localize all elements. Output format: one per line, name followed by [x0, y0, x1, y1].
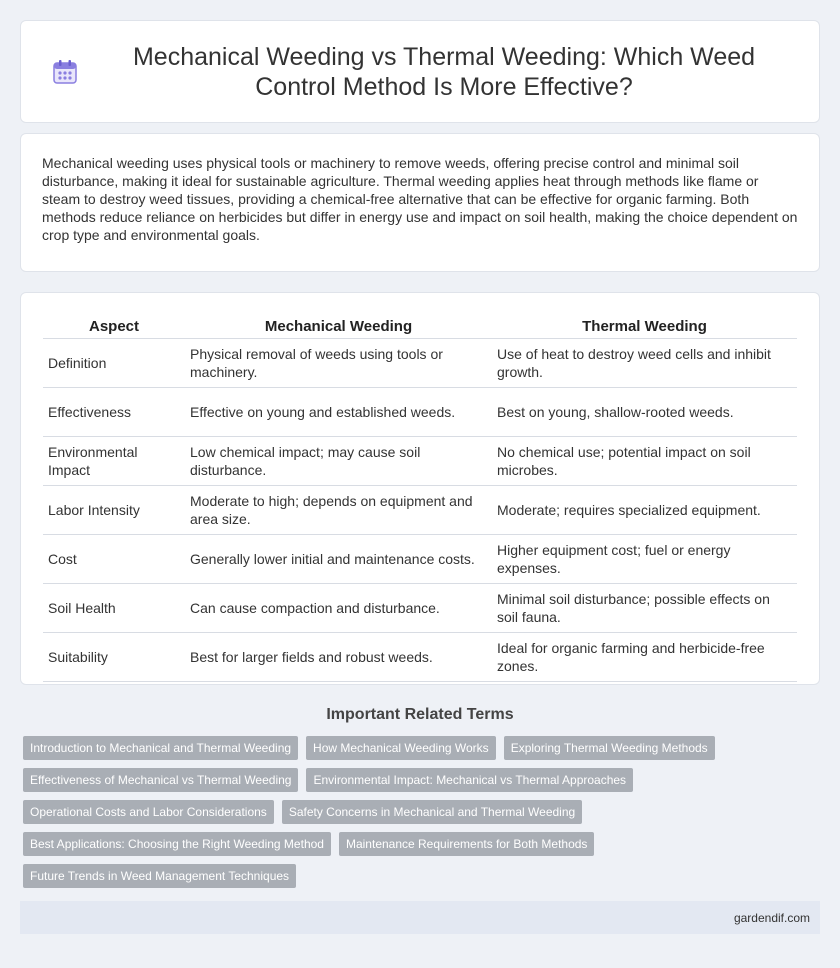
related-term-tag[interactable]: How Mechanical Weeding Works — [306, 736, 496, 760]
header-mechanical: Mechanical Weeding — [185, 315, 492, 339]
table-row — [43, 388, 797, 437]
comparison-table — [43, 315, 797, 682]
row-aspect: Effectiveness — [43, 388, 185, 437]
page-header — [20, 20, 820, 123]
related-term-tag[interactable]: Environmental Impact: Mechanical vs Thermal Approaches — [306, 768, 633, 792]
table-row — [43, 339, 797, 388]
row-aspect: Labor Intensity — [43, 486, 185, 535]
row-thermal: Ideal for organic farming and herbicide-free zones. — [492, 633, 797, 682]
calendar-icon — [51, 58, 79, 86]
related-term-tag[interactable]: Maintenance Requirements for Both Methods — [339, 832, 594, 856]
related-term-tag[interactable]: Safety Concerns in Mechanical and Thermal Weeding — [282, 800, 582, 824]
header-thermal: Thermal Weeding — [492, 315, 797, 339]
page-footer — [20, 901, 820, 934]
related-term-tag[interactable]: Exploring Thermal Weeding Methods — [504, 736, 715, 760]
related-term-tag[interactable]: Future Trends in Weed Management Techniques — [23, 864, 296, 888]
table-row — [43, 535, 797, 584]
row-thermal: Minimal soil disturbance; possible effects on soil fauna. — [492, 584, 797, 633]
related-term-tag[interactable]: Introduction to Mechanical and Thermal Weeding — [23, 736, 298, 760]
related-terms-heading: Important Related Terms — [326, 706, 514, 723]
related-term-tag[interactable]: Best Applications: Choosing the Right Weeding Method — [23, 832, 331, 856]
row-mechanical: Low chemical impact; may cause soil disturbance. — [185, 437, 492, 486]
row-mechanical: Moderate to high; depends on equipment and area size. — [185, 486, 492, 535]
table-header-row — [43, 315, 797, 339]
header-aspect: Aspect — [43, 315, 185, 339]
page-title: Mechanical Weeding vs Thermal Weeding: Which Weed Control Method Is More Effective? — [132, 42, 756, 101]
table-row — [43, 633, 797, 682]
row-mechanical: Effective on young and established weeds. — [185, 388, 492, 437]
row-mechanical: Can cause compaction and disturbance. — [185, 584, 492, 633]
row-aspect: Cost — [43, 535, 185, 584]
row-mechanical: Physical removal of weeds using tools or machinery. — [185, 339, 492, 388]
row-thermal: Moderate; requires specialized equipment. — [492, 486, 797, 535]
row-aspect: Suitability — [43, 633, 185, 682]
footer-site-link[interactable]: gardendif.com — [733, 910, 810, 925]
row-mechanical: Best for larger fields and robust weeds. — [185, 633, 492, 682]
table-row — [43, 437, 797, 486]
related-terms-list — [23, 736, 820, 888]
row-thermal: No chemical use; potential impact on soil microbes. — [492, 437, 797, 486]
row-thermal: Use of heat to destroy weed cells and inhibit growth. — [492, 339, 797, 388]
table-row — [43, 486, 797, 535]
row-aspect: Soil Health — [43, 584, 185, 633]
intro-section — [20, 133, 820, 272]
row-mechanical: Generally lower initial and maintenance costs. — [185, 535, 492, 584]
row-aspect: Definition — [43, 339, 185, 388]
row-aspect: Environmental Impact — [43, 437, 185, 486]
row-thermal: Best on young, shallow-rooted weeds. — [492, 388, 797, 437]
intro-paragraph: Mechanical weeding uses physical tools or machinery to remove weeds, offering precise control and minimal soil disturbance, making it ideal for sustainable agriculture. Thermal weeding applies heat through methods like flame or steam to destroy weed tissues, providing a chemical-free alternative that can be effective for organic farming. Both methods reduce reliance on herbicides but differ in energy use and impact on soil health, making the choice dependent on crop type and environmental goals. — [42, 155, 798, 243]
comparison-table-card — [20, 292, 820, 685]
related-term-tag[interactable]: Effectiveness of Mechanical vs Thermal Weeding — [23, 768, 298, 792]
table-row — [43, 584, 797, 633]
row-thermal: Higher equipment cost; fuel or energy expenses. — [492, 535, 797, 584]
related-term-tag[interactable]: Operational Costs and Labor Considerations — [23, 800, 274, 824]
